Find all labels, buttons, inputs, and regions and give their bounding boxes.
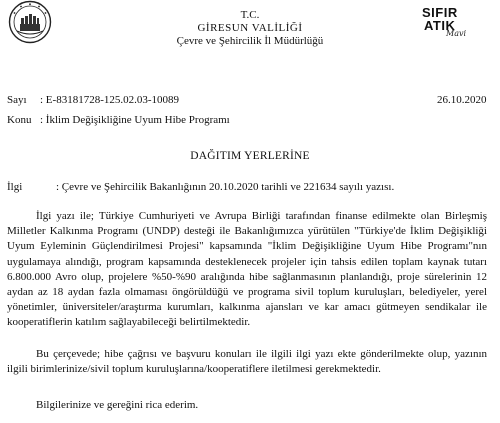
brand-script: Mavi bbox=[446, 29, 467, 38]
header-directorate: Çevre ve Şehircilik İl Müdürlüğü bbox=[176, 35, 324, 47]
paragraph-line: aydan az 18 aydan fazla olmaması öngörüldüğü ve programa sivil toplum kuruluşları, belediyeler, yerel bbox=[7, 286, 487, 299]
header-tc: T.C. bbox=[240, 9, 260, 21]
sayi-label: Sayı bbox=[7, 94, 27, 106]
brand-word-2: ATIK bbox=[424, 18, 456, 33]
paragraph-line: kooperatiflerin katılım sağlayabileceği belirtilmektedir. bbox=[7, 316, 251, 329]
brand-word-1: SIFIR bbox=[422, 5, 458, 20]
closing-sentence: Bilgilerinize ve gereğini rica ederim. bbox=[36, 399, 199, 411]
body-paragraph-1 bbox=[7, 209, 487, 331]
paragraph-line: Uyum Eyleminin Güçlendirilmesi Projesi" kapsamında "İklim Değişikliğine Uyum Hibe Programı"nın bbox=[7, 240, 487, 253]
paragraph-line: Bu çerçevede; hibe çağrısı ve başvuru konuları ile ilgili ilgi yazı ekte gönderilmekte olup, yazının bbox=[36, 348, 487, 360]
sayi-value: : E-83181728-125.02.03-10089 bbox=[40, 94, 180, 106]
ilgi-value: : Çevre ve Şehircilik Bakanlığının 20.10.2020 tarihli ve 221634 sayılı yazısı. bbox=[56, 181, 395, 193]
document-date: 26.10.2020 bbox=[437, 94, 487, 106]
header-governorship: GİRESUN VALİLİĞİ bbox=[197, 22, 303, 34]
paragraph-line: yönetimler, üniversiteler/araştırma kurumları, kalkınma ajansları ve kar amacı gütmeyen sendikalar ile bbox=[7, 301, 487, 314]
ilgi-label: İlgi bbox=[7, 181, 23, 193]
konu-value: : İklim Değişikliğine Uyum Hibe Programı bbox=[40, 114, 230, 126]
distribution-title: DAĞITIM YERLERİNE bbox=[190, 150, 310, 162]
konu-label: Konu bbox=[7, 114, 32, 126]
paragraph-line: İlgi yazı ile; Türkiye Cumhuriyeti ve Avrupa Birliği tarafından finanse edilmekte olan Birleşmiş bbox=[36, 210, 487, 222]
body-paragraph-2 bbox=[7, 347, 487, 377]
paragraph-line: Milletler Kalkınma Programı (UNDP) desteği ile Bakanlığımızca yürütülen "Türkiye'de İklim Değişikliği bbox=[7, 225, 487, 238]
paragraph-line: 6.800.000 Avro olup, projelere %50-%90 aralığında hibe sağlanmasının planlandığı, proje sürelerinin 12 bbox=[7, 270, 487, 283]
paragraph-line: ilgili birimlerinize/sivil toplum kuruluşlarına/kooperatiflere iletilmesi gerekmektedir. bbox=[7, 363, 381, 376]
paragraph-line: uygulamaya alındığı, program kapsamında desteklenecek projeler için tahsis edilen toplam kaynak tutarı bbox=[7, 255, 487, 268]
